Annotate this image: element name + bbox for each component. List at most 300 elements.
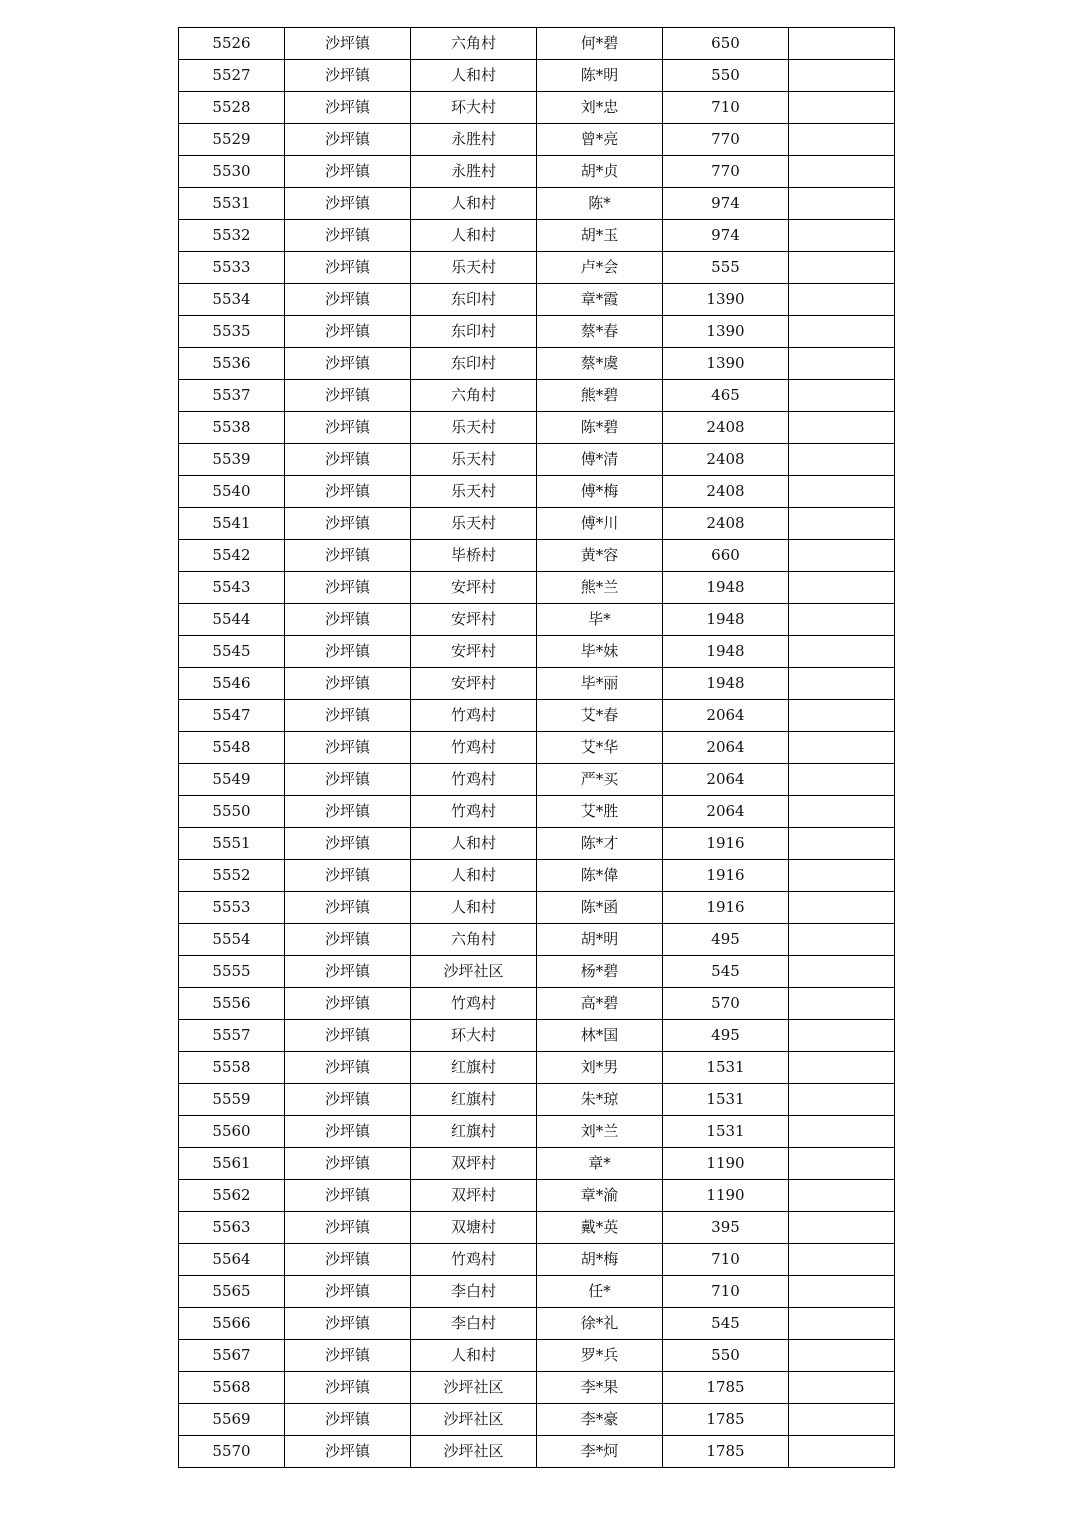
cell-serial-no: 5549 <box>179 764 285 796</box>
cell-note <box>789 764 895 796</box>
cell-note <box>789 444 895 476</box>
cell-village: 竹鸡村 <box>411 700 537 732</box>
cell-name: 李*果 <box>537 1372 663 1404</box>
cell-amount: 495 <box>663 1020 789 1052</box>
table-row <box>179 156 895 188</box>
cell-note <box>789 1052 895 1084</box>
cell-serial-no: 5530 <box>179 156 285 188</box>
cell-name: 陈* <box>537 188 663 220</box>
cell-amount: 1916 <box>663 860 789 892</box>
cell-amount: 395 <box>663 1212 789 1244</box>
table-row <box>179 412 895 444</box>
cell-serial-no: 5548 <box>179 732 285 764</box>
table-row <box>179 380 895 412</box>
cell-serial-no: 5529 <box>179 124 285 156</box>
cell-note <box>789 380 895 412</box>
cell-note <box>789 1436 895 1468</box>
cell-note <box>789 796 895 828</box>
cell-serial-no: 5528 <box>179 92 285 124</box>
cell-village: 乐天村 <box>411 412 537 444</box>
cell-serial-no: 5551 <box>179 828 285 860</box>
cell-town: 沙坪镇 <box>285 1276 411 1308</box>
cell-name: 熊*兰 <box>537 572 663 604</box>
cell-name: 艾*春 <box>537 700 663 732</box>
cell-serial-no: 5564 <box>179 1244 285 1276</box>
cell-village: 六角村 <box>411 28 537 60</box>
cell-amount: 545 <box>663 956 789 988</box>
cell-serial-no: 5543 <box>179 572 285 604</box>
cell-town: 沙坪镇 <box>285 444 411 476</box>
cell-serial-no: 5566 <box>179 1308 285 1340</box>
cell-town: 沙坪镇 <box>285 1308 411 1340</box>
cell-village: 人和村 <box>411 860 537 892</box>
cell-note <box>789 1372 895 1404</box>
cell-note <box>789 1404 895 1436</box>
cell-village: 竹鸡村 <box>411 1244 537 1276</box>
cell-serial-no: 5538 <box>179 412 285 444</box>
cell-serial-no: 5559 <box>179 1084 285 1116</box>
cell-serial-no: 5567 <box>179 1340 285 1372</box>
cell-village: 双坪村 <box>411 1180 537 1212</box>
table-row <box>179 796 895 828</box>
cell-note <box>789 476 895 508</box>
cell-village: 人和村 <box>411 188 537 220</box>
cell-town: 沙坪镇 <box>285 348 411 380</box>
cell-name: 罗*兵 <box>537 1340 663 1372</box>
cell-note <box>789 604 895 636</box>
cell-village: 李白村 <box>411 1276 537 1308</box>
cell-serial-no: 5539 <box>179 444 285 476</box>
table-row <box>179 1116 895 1148</box>
cell-name: 刘*兰 <box>537 1116 663 1148</box>
cell-town: 沙坪镇 <box>285 476 411 508</box>
table-row <box>179 1276 895 1308</box>
cell-amount: 1916 <box>663 828 789 860</box>
cell-note <box>789 924 895 956</box>
cell-town: 沙坪镇 <box>285 508 411 540</box>
cell-village: 竹鸡村 <box>411 796 537 828</box>
cell-amount: 710 <box>663 92 789 124</box>
cell-name: 徐*礼 <box>537 1308 663 1340</box>
cell-serial-no: 5544 <box>179 604 285 636</box>
cell-amount: 570 <box>663 988 789 1020</box>
cell-serial-no: 5533 <box>179 252 285 284</box>
cell-town: 沙坪镇 <box>285 1340 411 1372</box>
cell-town: 沙坪镇 <box>285 28 411 60</box>
cell-note <box>789 572 895 604</box>
table-row <box>179 828 895 860</box>
cell-serial-no: 5546 <box>179 668 285 700</box>
cell-name: 卢*会 <box>537 252 663 284</box>
cell-name: 蔡*春 <box>537 316 663 348</box>
cell-village: 东印村 <box>411 348 537 380</box>
table-row <box>179 540 895 572</box>
cell-town: 沙坪镇 <box>285 92 411 124</box>
cell-amount: 2408 <box>663 476 789 508</box>
table-row <box>179 924 895 956</box>
cell-town: 沙坪镇 <box>285 892 411 924</box>
cell-amount: 710 <box>663 1244 789 1276</box>
cell-town: 沙坪镇 <box>285 764 411 796</box>
cell-village: 沙坪社区 <box>411 1404 537 1436</box>
cell-village: 安坪村 <box>411 572 537 604</box>
cell-serial-no: 5537 <box>179 380 285 412</box>
cell-town: 沙坪镇 <box>285 636 411 668</box>
cell-town: 沙坪镇 <box>285 924 411 956</box>
cell-name: 李*炣 <box>537 1436 663 1468</box>
cell-note <box>789 252 895 284</box>
cell-town: 沙坪镇 <box>285 284 411 316</box>
cell-name: 黄*容 <box>537 540 663 572</box>
cell-town: 沙坪镇 <box>285 1084 411 1116</box>
table-row <box>179 636 895 668</box>
table-row <box>179 220 895 252</box>
table-row <box>179 1084 895 1116</box>
cell-note <box>789 508 895 540</box>
cell-amount: 465 <box>663 380 789 412</box>
cell-amount: 550 <box>663 1340 789 1372</box>
cell-serial-no: 5526 <box>179 28 285 60</box>
cell-amount: 1785 <box>663 1436 789 1468</box>
cell-name: 陈*才 <box>537 828 663 860</box>
cell-serial-no: 5568 <box>179 1372 285 1404</box>
cell-serial-no: 5531 <box>179 188 285 220</box>
cell-village: 安坪村 <box>411 604 537 636</box>
cell-amount: 1390 <box>663 348 789 380</box>
cell-name: 毕*妹 <box>537 636 663 668</box>
table-row <box>179 348 895 380</box>
table-row <box>179 700 895 732</box>
cell-village: 人和村 <box>411 892 537 924</box>
cell-name: 傅*梅 <box>537 476 663 508</box>
cell-note <box>789 1180 895 1212</box>
cell-name: 刘*忠 <box>537 92 663 124</box>
cell-name: 傅*川 <box>537 508 663 540</box>
cell-village: 人和村 <box>411 828 537 860</box>
cell-village: 六角村 <box>411 380 537 412</box>
table-row <box>179 124 895 156</box>
cell-town: 沙坪镇 <box>285 988 411 1020</box>
cell-note <box>789 316 895 348</box>
cell-amount: 2408 <box>663 508 789 540</box>
cell-note <box>789 1020 895 1052</box>
cell-serial-no: 5555 <box>179 956 285 988</box>
cell-town: 沙坪镇 <box>285 188 411 220</box>
table-row <box>179 956 895 988</box>
cell-note <box>789 988 895 1020</box>
cell-name: 何*碧 <box>537 28 663 60</box>
cell-serial-no: 5563 <box>179 1212 285 1244</box>
cell-name: 胡*明 <box>537 924 663 956</box>
cell-village: 竹鸡村 <box>411 732 537 764</box>
cell-amount: 1785 <box>663 1404 789 1436</box>
cell-amount: 1916 <box>663 892 789 924</box>
cell-serial-no: 5557 <box>179 1020 285 1052</box>
cell-name: 毕* <box>537 604 663 636</box>
table-row <box>179 1436 895 1468</box>
cell-name: 章* <box>537 1148 663 1180</box>
cell-name: 毕*丽 <box>537 668 663 700</box>
cell-town: 沙坪镇 <box>285 252 411 284</box>
cell-amount: 1948 <box>663 604 789 636</box>
cell-note <box>789 1116 895 1148</box>
cell-name: 刘*男 <box>537 1052 663 1084</box>
cell-name: 艾*胜 <box>537 796 663 828</box>
table-row <box>179 1244 895 1276</box>
cell-village: 乐天村 <box>411 508 537 540</box>
table-row <box>179 188 895 220</box>
table-row <box>179 1340 895 1372</box>
cell-village: 毕桥村 <box>411 540 537 572</box>
cell-name: 陈*偉 <box>537 860 663 892</box>
cell-village: 永胜村 <box>411 156 537 188</box>
cell-serial-no: 5545 <box>179 636 285 668</box>
table-row <box>179 92 895 124</box>
cell-town: 沙坪镇 <box>285 828 411 860</box>
table-row <box>179 860 895 892</box>
cell-amount: 545 <box>663 1308 789 1340</box>
cell-serial-no: 5535 <box>179 316 285 348</box>
cell-town: 沙坪镇 <box>285 732 411 764</box>
cell-note <box>789 1148 895 1180</box>
cell-name: 曾*亮 <box>537 124 663 156</box>
cell-serial-no: 5569 <box>179 1404 285 1436</box>
cell-note <box>789 668 895 700</box>
cell-note <box>789 348 895 380</box>
cell-amount: 2064 <box>663 732 789 764</box>
cell-amount: 1948 <box>663 668 789 700</box>
cell-serial-no: 5547 <box>179 700 285 732</box>
cell-amount: 2064 <box>663 700 789 732</box>
cell-amount: 2064 <box>663 764 789 796</box>
cell-name: 李*豪 <box>537 1404 663 1436</box>
cell-note <box>789 92 895 124</box>
cell-town: 沙坪镇 <box>285 860 411 892</box>
cell-note <box>789 60 895 92</box>
cell-amount: 974 <box>663 220 789 252</box>
cell-name: 严*买 <box>537 764 663 796</box>
cell-serial-no: 5541 <box>179 508 285 540</box>
cell-note <box>789 1212 895 1244</box>
table-row <box>179 1052 895 1084</box>
cell-town: 沙坪镇 <box>285 1116 411 1148</box>
cell-town: 沙坪镇 <box>285 700 411 732</box>
table-row <box>179 252 895 284</box>
cell-amount: 1390 <box>663 316 789 348</box>
cell-amount: 660 <box>663 540 789 572</box>
cell-town: 沙坪镇 <box>285 1436 411 1468</box>
cell-village: 李白村 <box>411 1308 537 1340</box>
cell-village: 沙坪社区 <box>411 956 537 988</box>
cell-village: 环大村 <box>411 92 537 124</box>
cell-village: 乐天村 <box>411 476 537 508</box>
table-row <box>179 764 895 796</box>
cell-amount: 495 <box>663 924 789 956</box>
cell-serial-no: 5556 <box>179 988 285 1020</box>
cell-village: 竹鸡村 <box>411 764 537 796</box>
cell-note <box>789 156 895 188</box>
cell-town: 沙坪镇 <box>285 1212 411 1244</box>
cell-name: 任* <box>537 1276 663 1308</box>
cell-amount: 2064 <box>663 796 789 828</box>
cell-serial-no: 5527 <box>179 60 285 92</box>
cell-village: 竹鸡村 <box>411 988 537 1020</box>
cell-village: 人和村 <box>411 220 537 252</box>
cell-serial-no: 5558 <box>179 1052 285 1084</box>
cell-village: 安坪村 <box>411 636 537 668</box>
cell-name: 艾*华 <box>537 732 663 764</box>
cell-note <box>789 284 895 316</box>
cell-village: 红旗村 <box>411 1116 537 1148</box>
cell-note <box>789 540 895 572</box>
cell-name: 林*国 <box>537 1020 663 1052</box>
cell-town: 沙坪镇 <box>285 1052 411 1084</box>
cell-serial-no: 5552 <box>179 860 285 892</box>
cell-village: 沙坪社区 <box>411 1436 537 1468</box>
cell-village: 双坪村 <box>411 1148 537 1180</box>
cell-town: 沙坪镇 <box>285 540 411 572</box>
cell-name: 章*渝 <box>537 1180 663 1212</box>
cell-serial-no: 5560 <box>179 1116 285 1148</box>
table-row <box>179 988 895 1020</box>
cell-amount: 1531 <box>663 1084 789 1116</box>
cell-village: 安坪村 <box>411 668 537 700</box>
table-row <box>179 572 895 604</box>
cell-serial-no: 5562 <box>179 1180 285 1212</box>
cell-town: 沙坪镇 <box>285 60 411 92</box>
cell-note <box>789 636 895 668</box>
cell-name: 章*霞 <box>537 284 663 316</box>
table-row <box>179 60 895 92</box>
cell-serial-no: 5542 <box>179 540 285 572</box>
cell-town: 沙坪镇 <box>285 1020 411 1052</box>
cell-name: 蔡*虞 <box>537 348 663 380</box>
cell-village: 永胜村 <box>411 124 537 156</box>
cell-town: 沙坪镇 <box>285 572 411 604</box>
cell-village: 乐天村 <box>411 252 537 284</box>
table-body <box>179 28 895 1468</box>
cell-note <box>789 1340 895 1372</box>
cell-name: 傅*清 <box>537 444 663 476</box>
cell-town: 沙坪镇 <box>285 668 411 700</box>
cell-amount: 1390 <box>663 284 789 316</box>
cell-name: 朱*琼 <box>537 1084 663 1116</box>
cell-note <box>789 732 895 764</box>
cell-serial-no: 5565 <box>179 1276 285 1308</box>
table-row <box>179 1308 895 1340</box>
table-row <box>179 892 895 924</box>
cell-note <box>789 860 895 892</box>
cell-village: 东印村 <box>411 284 537 316</box>
cell-village: 人和村 <box>411 1340 537 1372</box>
cell-note <box>789 220 895 252</box>
cell-town: 沙坪镇 <box>285 316 411 348</box>
table-row <box>179 1020 895 1052</box>
cell-village: 环大村 <box>411 1020 537 1052</box>
cell-amount: 1190 <box>663 1180 789 1212</box>
cell-note <box>789 828 895 860</box>
cell-name: 熊*碧 <box>537 380 663 412</box>
table-row <box>179 316 895 348</box>
table-row <box>179 732 895 764</box>
cell-name: 陈*明 <box>537 60 663 92</box>
cell-note <box>789 700 895 732</box>
cell-serial-no: 5540 <box>179 476 285 508</box>
cell-serial-no: 5536 <box>179 348 285 380</box>
cell-town: 沙坪镇 <box>285 124 411 156</box>
cell-town: 沙坪镇 <box>285 412 411 444</box>
cell-amount: 2408 <box>663 412 789 444</box>
cell-village: 乐天村 <box>411 444 537 476</box>
cell-name: 胡*玉 <box>537 220 663 252</box>
cell-name: 戴*英 <box>537 1212 663 1244</box>
cell-amount: 1531 <box>663 1116 789 1148</box>
cell-town: 沙坪镇 <box>285 1148 411 1180</box>
cell-amount: 555 <box>663 252 789 284</box>
table-row <box>179 1372 895 1404</box>
cell-village: 沙坪社区 <box>411 1372 537 1404</box>
cell-name: 杨*碧 <box>537 956 663 988</box>
cell-note <box>789 124 895 156</box>
cell-town: 沙坪镇 <box>285 156 411 188</box>
table-row <box>179 284 895 316</box>
cell-note <box>789 1308 895 1340</box>
cell-village: 红旗村 <box>411 1052 537 1084</box>
cell-village: 东印村 <box>411 316 537 348</box>
cell-name: 陈*函 <box>537 892 663 924</box>
cell-serial-no: 5554 <box>179 924 285 956</box>
cell-village: 红旗村 <box>411 1084 537 1116</box>
cell-serial-no: 5553 <box>179 892 285 924</box>
cell-town: 沙坪镇 <box>285 1372 411 1404</box>
cell-town: 沙坪镇 <box>285 1180 411 1212</box>
cell-town: 沙坪镇 <box>285 1404 411 1436</box>
data-table <box>178 27 895 1468</box>
cell-town: 沙坪镇 <box>285 380 411 412</box>
cell-note <box>789 412 895 444</box>
table-row <box>179 28 895 60</box>
cell-amount: 974 <box>663 188 789 220</box>
cell-amount: 770 <box>663 156 789 188</box>
cell-amount: 770 <box>663 124 789 156</box>
cell-amount: 1948 <box>663 636 789 668</box>
cell-serial-no: 5532 <box>179 220 285 252</box>
cell-town: 沙坪镇 <box>285 956 411 988</box>
table-row <box>179 1212 895 1244</box>
cell-village: 六角村 <box>411 924 537 956</box>
cell-amount: 550 <box>663 60 789 92</box>
cell-serial-no: 5570 <box>179 1436 285 1468</box>
table-row <box>179 1148 895 1180</box>
cell-serial-no: 5534 <box>179 284 285 316</box>
cell-amount: 710 <box>663 1276 789 1308</box>
cell-name: 陈*碧 <box>537 412 663 444</box>
cell-amount: 1531 <box>663 1052 789 1084</box>
cell-note <box>789 1276 895 1308</box>
table-row <box>179 508 895 540</box>
cell-name: 高*碧 <box>537 988 663 1020</box>
cell-name: 胡*贞 <box>537 156 663 188</box>
cell-amount: 650 <box>663 28 789 60</box>
cell-town: 沙坪镇 <box>285 1244 411 1276</box>
cell-name: 胡*梅 <box>537 1244 663 1276</box>
cell-serial-no: 5561 <box>179 1148 285 1180</box>
table-row <box>179 1180 895 1212</box>
cell-amount: 1948 <box>663 572 789 604</box>
cell-amount: 1190 <box>663 1148 789 1180</box>
cell-village: 双塘村 <box>411 1212 537 1244</box>
cell-note <box>789 28 895 60</box>
